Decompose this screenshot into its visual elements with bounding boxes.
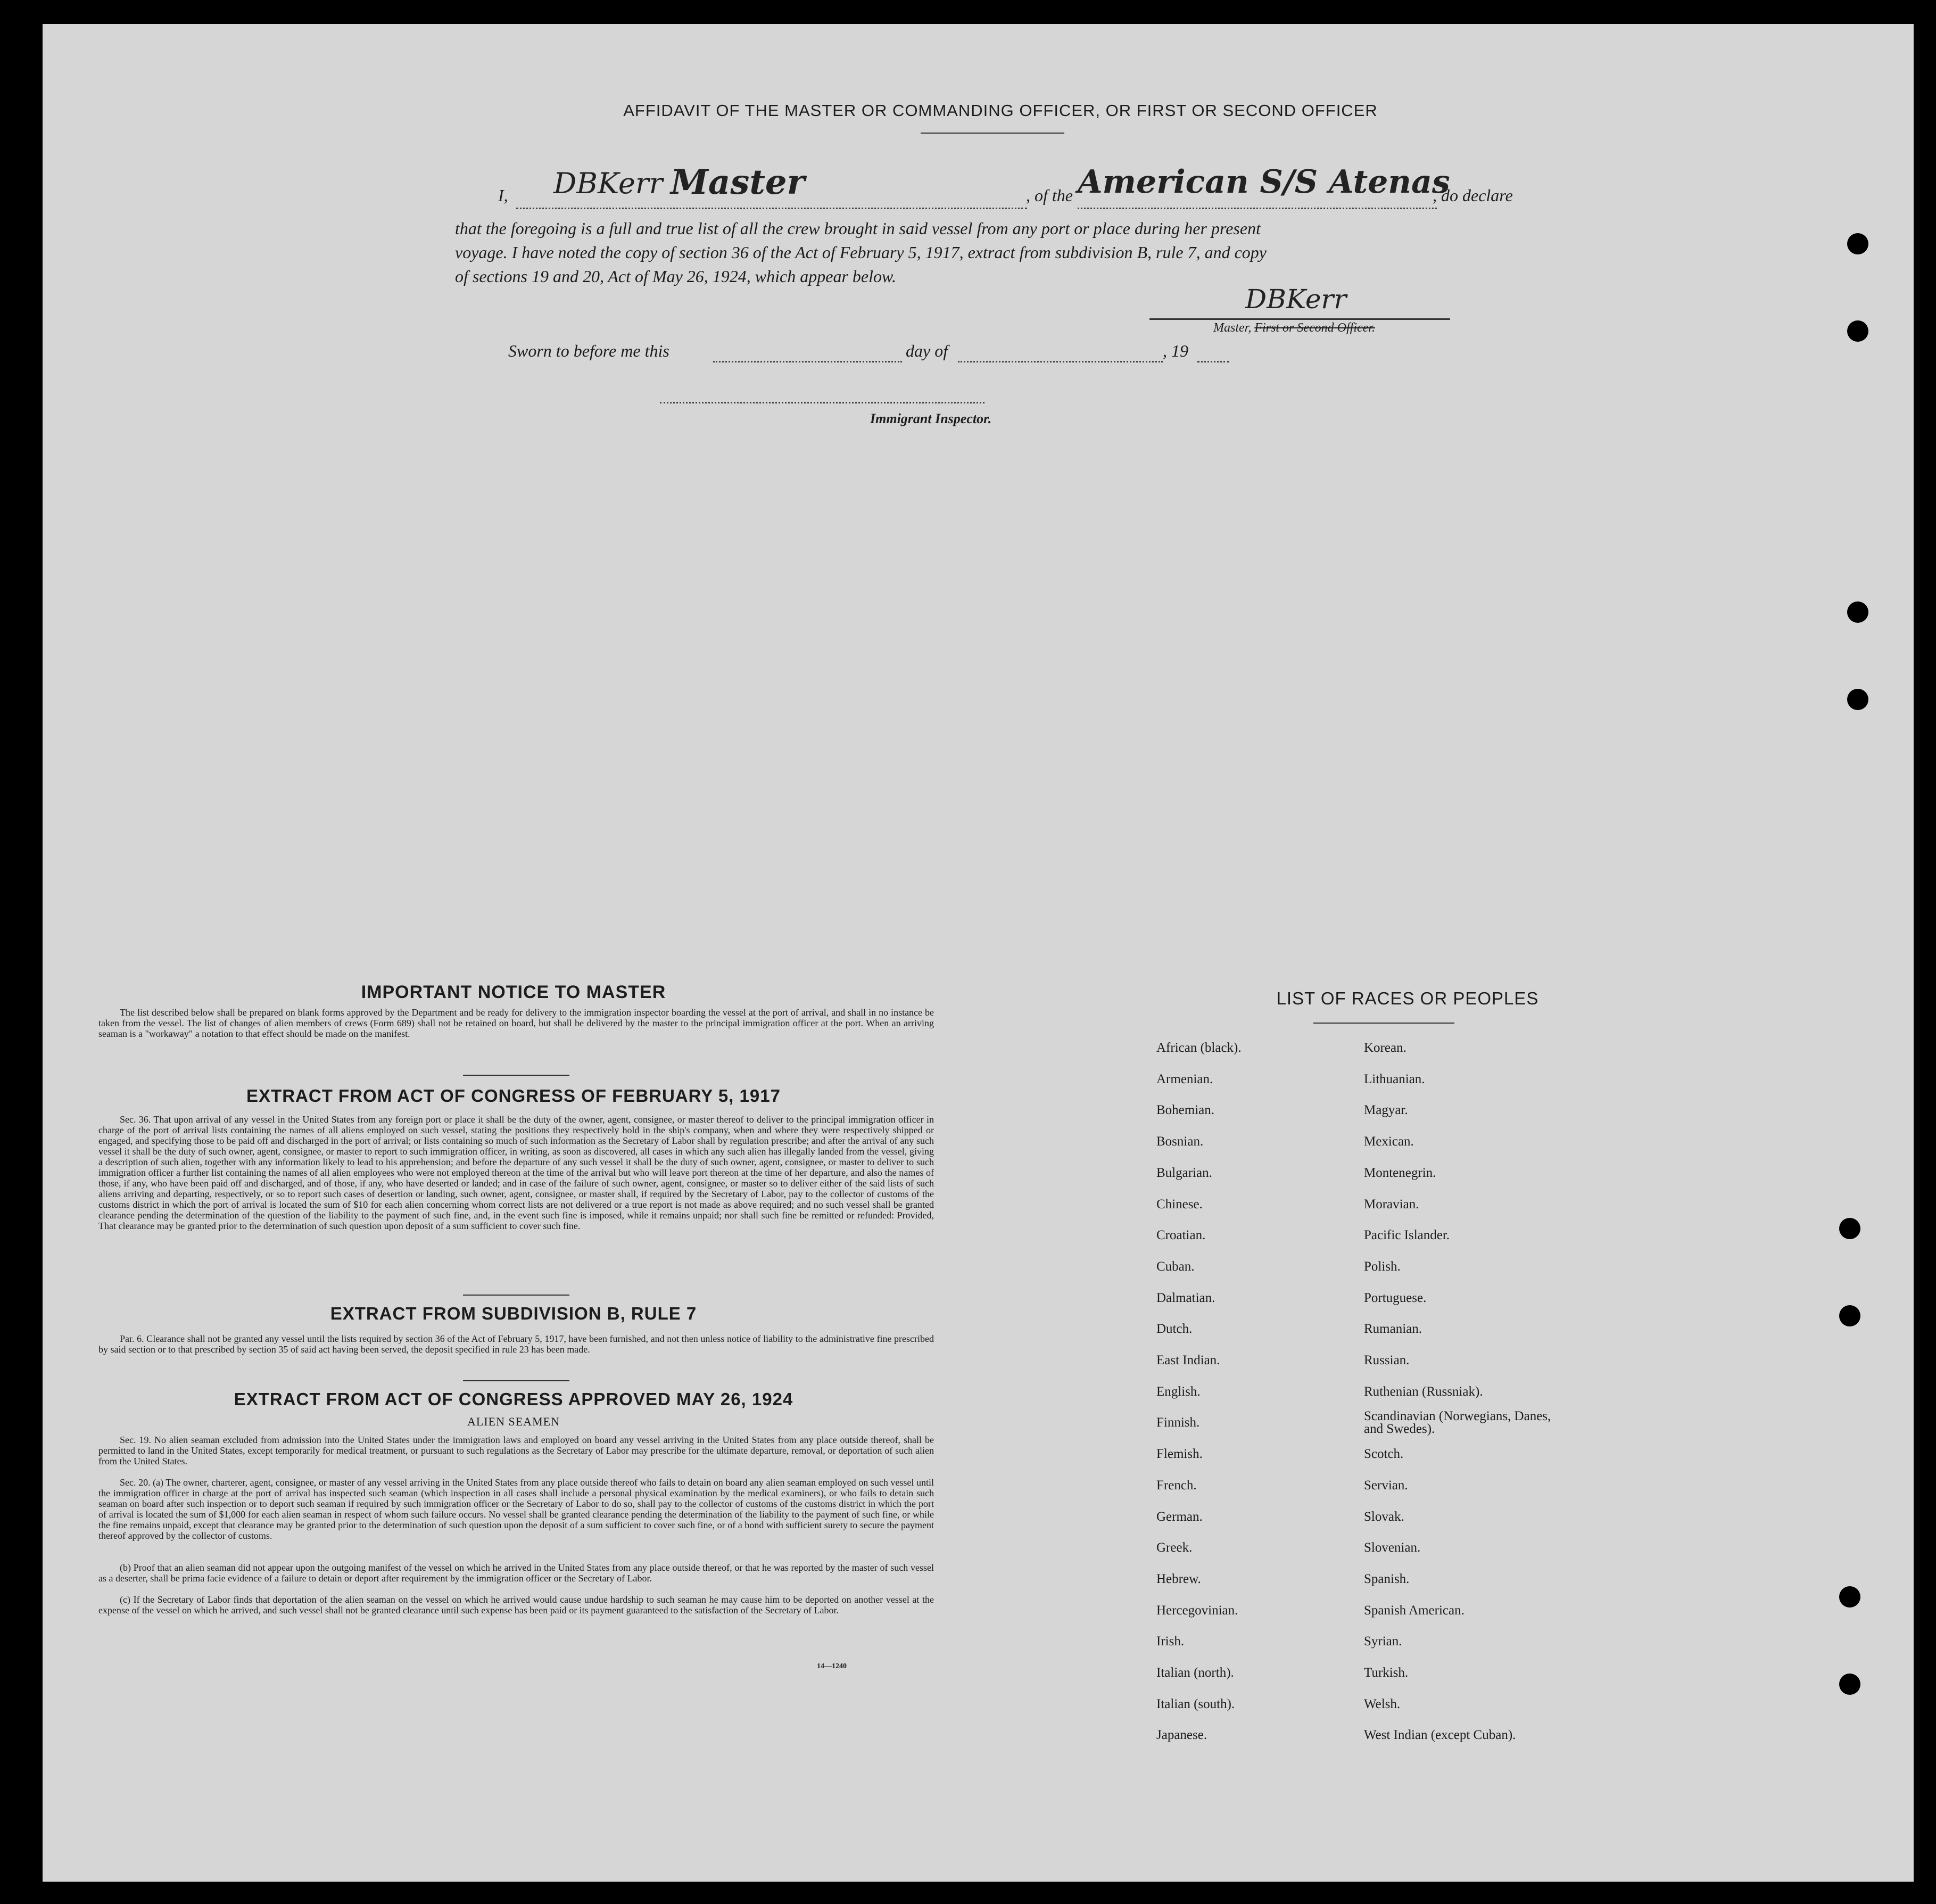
do-declare-label: , do declare	[1433, 186, 1513, 205]
caption-master: Master,	[1213, 321, 1252, 335]
race-item: Greek.	[1156, 1540, 1193, 1555]
caption-struck-officer: First or Second Officer.	[1254, 321, 1375, 335]
race-item: Chinese.	[1156, 1197, 1203, 1211]
race-item: Slovak.	[1364, 1509, 1404, 1524]
extract-1917-rule	[463, 1295, 569, 1296]
declaration-line-1: that the foregoing is a full and true list of all the crew brought in said vessel from any port or place during her present	[455, 219, 1261, 238]
race-item: West Indian (except Cuban).	[1364, 1728, 1516, 1743]
race-item: Spanish.	[1364, 1571, 1410, 1586]
race-item: Cuban.	[1156, 1259, 1195, 1274]
race-item: Portuguese.	[1364, 1290, 1427, 1305]
race-item: Dalmatian.	[1156, 1290, 1215, 1305]
race-item: African (black).	[1156, 1041, 1242, 1055]
binder-hole	[1847, 689, 1868, 710]
extract-1917-title: EXTRACT FROM ACT OF CONGRESS OF FEBRUARY 5, 1917	[246, 1086, 781, 1106]
binder-hole	[1839, 1218, 1860, 1239]
race-item: Armenian.	[1156, 1071, 1213, 1086]
binder-hole	[1839, 1674, 1860, 1695]
binder-hole	[1847, 320, 1868, 342]
race-item: English.	[1156, 1384, 1201, 1399]
race-item: Hebrew.	[1156, 1571, 1201, 1586]
race-item: French.	[1156, 1478, 1197, 1493]
notice-rule	[463, 1075, 569, 1076]
binder-hole	[1839, 1586, 1860, 1608]
extract-1924-title: EXTRACT FROM ACT OF CONGRESS APPROVED MAY 26, 1924	[234, 1389, 793, 1409]
race-item: Turkish.	[1364, 1666, 1409, 1680]
declaration-line-2: voyage. I have noted the copy of section 36 of the Act of February 5, 1917, extract from subdivision B, rule 7, and copy	[455, 243, 1267, 262]
race-item: German.	[1156, 1509, 1203, 1524]
binder-hole	[1847, 601, 1868, 623]
binder-hole	[1839, 1305, 1860, 1326]
race-item: Spanish American.	[1364, 1603, 1465, 1618]
signature-line	[1149, 318, 1450, 320]
race-item: Lithuanian.	[1364, 1071, 1425, 1086]
race-item: Scotch.	[1364, 1447, 1404, 1462]
sec20c-body: (c) If the Secretary of Labor finds that deportation of the alien seaman on the vessel on which he arrived would cause undue hardship to such seaman he may cause him to be deported on another vessel at the expense of the vessel on which he arrived, and such vessel shall not be granted clearance until such expense has been paid or its payment guaranteed to the satisfaction of the Secretary of Labor.	[98, 1594, 934, 1615]
race-item: Korean.	[1364, 1041, 1407, 1055]
binder-hole	[1847, 233, 1868, 254]
inspector-caption: Immigrant Inspector.	[870, 411, 992, 426]
race-item: Bohemian.	[1156, 1103, 1215, 1118]
alien-seamen-subtitle: ALIEN SEAMEN	[467, 1415, 560, 1428]
race-item: Welsh.	[1364, 1696, 1401, 1711]
handwritten-signature-name: DBKerr	[553, 167, 663, 200]
race-item: Bulgarian.	[1156, 1165, 1212, 1180]
rule7-title: EXTRACT FROM SUBDIVISION B, RULE 7	[330, 1304, 697, 1323]
race-item: Japanese.	[1156, 1728, 1207, 1743]
race-item: Finnish.	[1156, 1415, 1200, 1430]
races-title-rule	[1313, 1023, 1454, 1024]
notice-body: The list described below shall be prepared on blank forms approved by the Department and be ready for delivery to the immigration inspector boarding the vessel at the port of arrival, and shall in no instance be taken from the vessel. The list of changes of alien members of crews (Form 689) shall not be retained on board, but shall be delivered by the master to the principal immigration officer at the port. When an arriving seaman is a "workaway" a notation to that effect should be made on the manifest.	[98, 1007, 934, 1039]
race-item: Slovenian.	[1364, 1540, 1421, 1555]
races-title: LIST OF RACES OR PEOPLES	[1276, 988, 1539, 1008]
name-fill-line	[516, 208, 1027, 209]
race-item: Mexican.	[1364, 1134, 1414, 1149]
race-item: Servian.	[1364, 1478, 1408, 1493]
race-item: Polish.	[1364, 1259, 1401, 1274]
document-page	[43, 24, 1914, 1882]
race-item: Russian.	[1364, 1353, 1410, 1367]
notice-title: IMPORTANT NOTICE TO MASTER	[361, 982, 666, 1002]
race-item: Italian (north).	[1156, 1666, 1234, 1680]
sec20a-body: Sec. 20. (a) The owner, charterer, agent, consignee, or master of any vessel arriving in the United States from any place outside thereof who fails to detain on board any alien seaman employed on such vessel until the immigration officer in charge at the port of arrival has inspected such seaman (which inspection in all cases shall include a personal physical examination by the medical examiners), or who fails to detain such seaman on board after such inspection or to deport such seaman if required by such immigration officer or the Secretary of Labor to do so, shall pay to the collector of customs of the customs district in which the port of arrival is located the sum of $1,000 for each alien seaman in respect of whom such failure occurs. No vessel shall be granted clearance pending the determination of the liability to the payment of such fine, or while the fine remains unpaid, except that clearance may be granted prior to the determination of such question upon the deposit of a sum sufficient to cover such fine, or of a bond with sufficient surety to secure the payment thereof approved by the collector of customs.	[98, 1477, 934, 1541]
handwritten-rank: Master	[671, 162, 805, 202]
race-item: Magyar.	[1364, 1103, 1408, 1118]
race-item: East Indian.	[1156, 1353, 1220, 1367]
race-item: Rumanian.	[1364, 1322, 1422, 1337]
race-item: Bosnian.	[1156, 1134, 1204, 1149]
race-item: Flemish.	[1156, 1447, 1203, 1462]
handwritten-vessel: American S/S Atenas	[1078, 163, 1450, 201]
affidavit-title: AFFIDAVIT OF THE MASTER OR COMMANDING OFFICER, OR FIRST OR SECOND OFFICER	[623, 101, 1378, 120]
sworn-year-line	[1197, 361, 1229, 362]
year-prefix-label: , 19	[1163, 341, 1188, 360]
form-number: 14—1240	[817, 1662, 847, 1670]
race-item: Italian (south).	[1156, 1696, 1235, 1711]
race-item: Irish.	[1156, 1634, 1185, 1649]
race-item: Croatian.	[1156, 1228, 1206, 1243]
inspector-signature-line	[660, 402, 984, 403]
extract-1917-body: Sec. 36. That upon arrival of any vessel in the United States from any foreign port or place it shall be the duty of the owner, agent, consignee, or master thereof to deliver to the principal immigration officer in charge of the port of arrival lists containing the names of all aliens employed on such vessel, stating the positions they respectively hold in the ship's company, when and where they were respectively shipped or engaged, and specifying those to be paid off and discharged in the port of arrival; or lists containing so much of such information as the Secretary of Labor shall by regulation prescribe; and after the arrival of any such vessel it shall be the duty of such owner, agent, consignee, or master to report to such immigration officer, in writing, as soon as discovered, all cases in which any such alien has illegally landed from the vessel, giving a description of such alien, together with any information likely to lead to his apprehension; and before the departure of any such vessel it shall be the duty of such owner, agent, consignee, or master to deliver to such immigration officer a further list containing the names of all alien employees who were not employed thereon at the time of the arrival but who will leave port thereon at the time of her departure, and also the names of those, if any, who have been paid off and discharged, and of those, if any, who have deserted or landed; and in case of the failure of such owner, agent, consignee, or master so to deliver either of the said lists of such aliens arriving and departing, respectively, or so to report such cases of desertion or landing, such owner, agent, consignee, or master shall, if required by the Secretary of Labor, pay to the collector of customs of the customs district in which the port of arrival is located the sum of $10 for each alien concerning whom correct lists are not delivered or a true report is not made as above required; and no such vessel shall be granted clearance pending the determination of the question of the liability to the payment of such fine, and, in the event such fine is imposed, while it remains unpaid; nor shall such fine be remitted or refunded: Provided, That clearance may be granted prior to the determination of such question upon deposit of a sum sufficient to cover such fine.	[98, 1114, 934, 1231]
rule7-rule	[463, 1380, 569, 1381]
sworn-day-line	[713, 361, 902, 362]
race-item: Hercegovinian.	[1156, 1603, 1238, 1618]
signature-caption	[1213, 321, 1375, 335]
race-item: Syrian.	[1364, 1634, 1402, 1649]
vessel-fill-line	[1078, 208, 1437, 209]
day-of-label: day of	[906, 341, 948, 360]
of-the-label: , of the	[1026, 186, 1073, 205]
race-item: Pacific Islander.	[1364, 1228, 1450, 1243]
race-item: Moravian.	[1364, 1197, 1419, 1211]
race-item: Montenegrin.	[1364, 1165, 1436, 1180]
sec19-body: Sec. 19. No alien seaman excluded from admission into the United States under the immigration laws and employed on board any vessel arriving in the United States from any place outside thereof, shall be permitted to land in the United States, except temporarily for medical treatment, or pursuant to such regulations as the Secretary of Labor may prescribe for the ultimate departure, removal, or deportation of such alien from the United States.	[98, 1435, 934, 1466]
declaration-line-3: of sections 19 and 20, Act of May 26, 1924, which appear below.	[455, 267, 896, 286]
sworn-label: Sworn to before me this	[508, 341, 669, 360]
master-signature: DBKerr	[1245, 284, 1347, 315]
rule7-body: Par. 6. Clearance shall not be granted any vessel until the lists required by section 36 of the Act of February 5, 1917, have been furnished, and not then unless notice of liability to the administrative fine prescribed by said section or to that prescribed by section 35 of said act having been served, the deposit specified in rule 23 has been made.	[98, 1333, 934, 1355]
race-item: Dutch.	[1156, 1322, 1193, 1337]
affidavit-title-rule	[921, 133, 1064, 134]
sworn-month-line	[958, 361, 1163, 362]
race-item: Ruthenian (Russniak).	[1364, 1384, 1483, 1399]
race-item: Scandinavian (Norwegians, Danes, and Swedes).	[1364, 1409, 1551, 1437]
sec20b-body: (b) Proof that an alien seaman did not appear upon the outgoing manifest of the vessel on which he arrived in the United States from any place outside thereof, or that he was reported by the master of such vessel as a deserter, shall be prima facie evidence of a failure to detain or deport after requirement by the immigration officer or the Secretary of Labor.	[98, 1562, 934, 1584]
i-label: I,	[498, 186, 508, 205]
